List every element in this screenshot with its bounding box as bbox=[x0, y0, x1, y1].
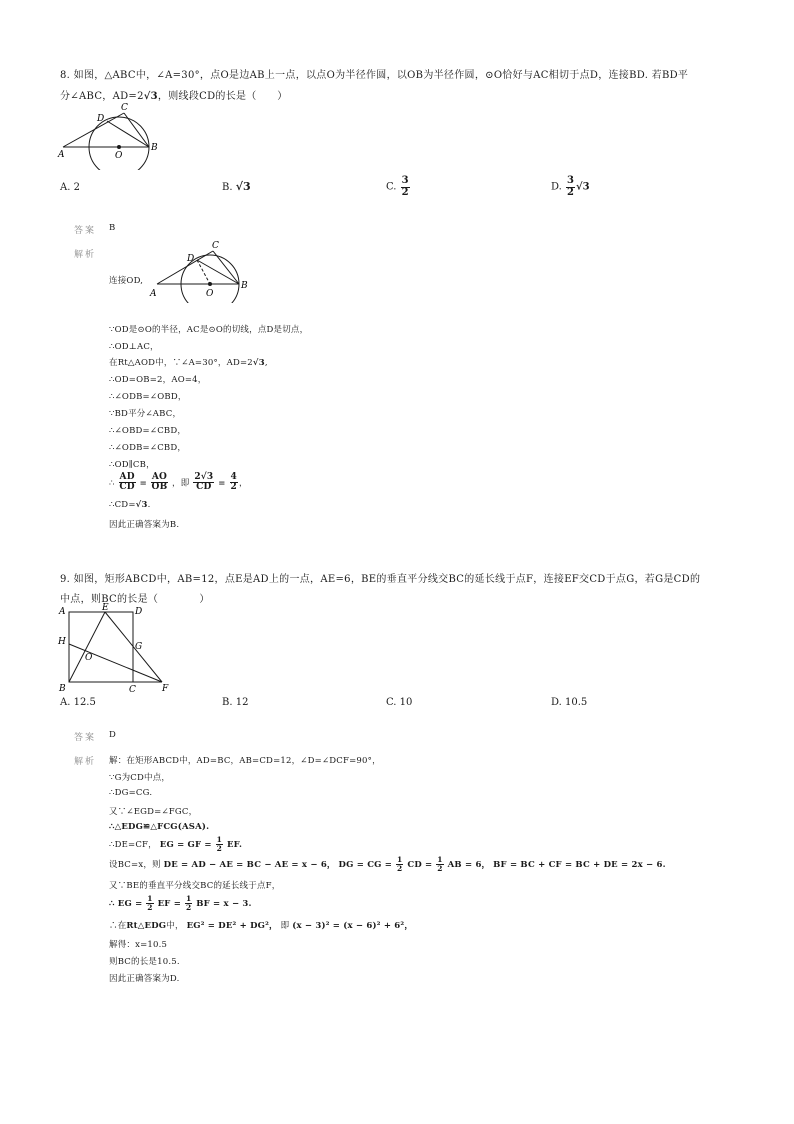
q9-step-6 bbox=[109, 836, 242, 853]
q8-step-10-equals: = bbox=[139, 478, 147, 489]
q8-step-7: ∴∠OBD=∠CBD， bbox=[109, 426, 187, 436]
q8-sol-label-d: D bbox=[187, 254, 195, 264]
q9-step-3: ∴DG=CG. bbox=[109, 788, 153, 798]
q9-step-12: 则BC的长是10.5. bbox=[109, 957, 180, 967]
q8-line-ac bbox=[63, 113, 124, 147]
q9-step-10-namely: 即 bbox=[280, 921, 290, 931]
q8-label-c: C bbox=[121, 103, 128, 113]
q9-step-9-half-2: $\frac{1}{2}$ bbox=[185, 894, 192, 912]
q8-step-3-text: 在Rt△AOD中，∵∠A=30°，AD=2 bbox=[109, 358, 253, 368]
q8-step-5: ∴∠ODB=∠OBD， bbox=[109, 392, 187, 402]
q9-option-c[interactable]: C. 10 bbox=[386, 697, 413, 708]
q8-step-12: 因此正确答案为B. bbox=[109, 520, 180, 530]
q8-circle bbox=[89, 117, 149, 170]
q9-answer-value: D bbox=[109, 730, 117, 740]
q8-step-9: ∴OD∥CB， bbox=[109, 460, 155, 470]
q8-step-10-therefore: ∴ bbox=[109, 478, 115, 489]
q9-step-2: ∵G为CD中点， bbox=[109, 773, 171, 783]
q9-option-b[interactable]: B. 12 bbox=[222, 697, 249, 708]
q9-step-7 bbox=[109, 856, 666, 873]
q9-step-6-half: $\frac{1}{2}$ bbox=[216, 835, 223, 853]
q9-step-7-half-2: $\frac{1}{2}$ bbox=[437, 855, 443, 873]
q9-step-7-bf: BF = BC + CF = BC + DE = 2x − 6. bbox=[493, 859, 666, 870]
q9-step-4: 又∵∠EGD=∠FGC， bbox=[109, 807, 198, 817]
q8-answer-value: B bbox=[109, 223, 116, 233]
q8-line-cb bbox=[124, 113, 149, 147]
q8-step-2: ∴OD⊥AC， bbox=[109, 342, 159, 352]
q9-step-7-dg: DG = CG = bbox=[338, 859, 393, 870]
q8-step-4: ∴OD=OB=2，AO=4， bbox=[109, 375, 207, 385]
q9-label-o: O bbox=[85, 653, 93, 663]
q8-option-b[interactable] bbox=[222, 180, 251, 193]
q8-sol-label-c: C bbox=[212, 241, 219, 251]
q9-step-7-cd: CD = bbox=[407, 859, 433, 870]
q8-step-3-sqrt: √3 bbox=[252, 358, 265, 368]
q9-step-13: 因此正确答案为D. bbox=[109, 974, 180, 984]
q9-answer-label: 答案 bbox=[74, 733, 97, 743]
q8-step-8: ∴∠ODB=∠CBD， bbox=[109, 443, 187, 453]
q8-frac-ao-ob: $\frac{AO}{OB}$ bbox=[151, 472, 168, 493]
q8-label-d: D bbox=[97, 114, 105, 124]
q9-line-be bbox=[69, 612, 105, 682]
q8-frac-ad-cd: $\frac{AD}{CD}$ bbox=[119, 472, 135, 493]
q8-frac-4-2: $\frac{4}{2}$ bbox=[230, 472, 237, 493]
q9-step-9-ef: EF = bbox=[157, 898, 182, 909]
q9-label-d: D bbox=[135, 607, 143, 617]
q8-sol-center-dot bbox=[208, 282, 212, 286]
q8-line-bd bbox=[107, 121, 149, 147]
q9-stem-line2: 中点，则BC的长是（ ） bbox=[60, 594, 210, 605]
q9-step-5: ∴△EDG≌△FCG(ASA). bbox=[109, 822, 210, 832]
q8-option-b-prefix: B. bbox=[222, 182, 233, 193]
q8-step-11 bbox=[109, 500, 150, 510]
q9-step-10-triangle: Rt△EDG bbox=[126, 921, 167, 931]
q9-rectangle bbox=[69, 612, 133, 682]
q9-step-9-bf: BF = x − 3. bbox=[196, 898, 252, 909]
q8-sol-line-cb bbox=[213, 251, 239, 284]
q8-label-a: A bbox=[58, 150, 65, 160]
q8-sqrt: √3 bbox=[143, 91, 158, 102]
q9-step-6-eq: EG = GF = bbox=[159, 839, 212, 850]
q9-step-7-ab: AB = 6， bbox=[447, 859, 491, 870]
q9-step-10-pythag: EG² = DE² + DG²， bbox=[186, 921, 278, 931]
q9-step-10-equation: (x − 3)² = (x − 6)² + 6²， bbox=[292, 921, 414, 931]
q8-step-11-text: ∴CD= bbox=[109, 500, 136, 510]
q8-label-b: B bbox=[151, 143, 158, 153]
q8-option-d[interactable] bbox=[551, 176, 590, 198]
q8-sol-label-b: B bbox=[241, 281, 248, 291]
q9-step-7-de: DE = AD − AE = BC − AE = x − 6， bbox=[163, 859, 336, 870]
q9-step-9-eg: ∴ EG = bbox=[109, 898, 143, 909]
q8-sol-label-o: O bbox=[206, 289, 214, 299]
q8-step-6: ∵BD平分∠ABC， bbox=[109, 409, 182, 419]
q8-label-o: O bbox=[115, 151, 123, 161]
q8-figure bbox=[55, 100, 170, 170]
q9-step-6-text: ∴DE=CF， bbox=[109, 839, 157, 850]
q8-step-3 bbox=[109, 356, 268, 368]
q9-label-f: F bbox=[162, 684, 169, 694]
q8-option-d-fraction: $\frac{3}{2}$ bbox=[567, 175, 574, 198]
q8-option-c-prefix: C. bbox=[386, 181, 397, 193]
q8-step-10-equals-2: = bbox=[218, 478, 226, 489]
q8-stem-line1: 8. 如图，△ABC中，∠A=30°，点O是边AB上一点，以点O为半径作圆，以OB为半径作圆，⊙O恰好与AC相切于点D，连接BD. 若BD平 bbox=[60, 70, 689, 81]
q9-step-9-half-1: $\frac{1}{2}$ bbox=[147, 894, 153, 912]
q8-step-10-end: ， bbox=[238, 478, 248, 489]
q9-label-a: A bbox=[59, 607, 66, 617]
q8-stem-text: 分∠ABC，AD=2 bbox=[60, 91, 144, 102]
q9-step-6-ef: EF. bbox=[226, 839, 243, 850]
q9-step-10-in: ∴在 bbox=[109, 921, 127, 931]
q9-step-8: 又∵BE的垂直平分线交BC的延长线于点F， bbox=[109, 881, 281, 891]
q9-analysis-label: 解析 bbox=[74, 757, 97, 767]
q9-step-11: 解得：x=10.5 bbox=[109, 940, 168, 950]
q9-stem-line1: 9. 如图，矩形ABCD中，AB=12，点E是AD上的一点，AE=6，BE的垂直平分线交BC的延长线于点F，连接EF交CD于点G，若G是CD的 bbox=[60, 574, 701, 585]
q8-option-c[interactable] bbox=[386, 176, 411, 198]
q9-option-a[interactable]: A. 12.5 bbox=[60, 697, 96, 708]
q8-step-1: ∵OD是⊙O的半径，AC是⊙O的切线，点D是切点， bbox=[109, 325, 309, 335]
q8-sol-intro: 连接OD, bbox=[109, 276, 144, 286]
q8-frac-2sqrt3-cd: $\frac{2√3}{CD}$ bbox=[194, 472, 214, 493]
q8-step-10-namely: ，即 bbox=[172, 478, 190, 489]
q8-center-dot bbox=[117, 145, 121, 149]
q9-option-d[interactable]: D. 10.5 bbox=[551, 697, 588, 708]
q9-label-b: B bbox=[59, 684, 66, 694]
q9-label-e: E bbox=[102, 603, 109, 613]
q9-step-7-let: 设BC=x，则 bbox=[109, 859, 161, 870]
q8-option-c-fraction: $\frac{3}{2}$ bbox=[401, 175, 409, 198]
q8-option-b-value: √3 bbox=[235, 180, 251, 193]
q9-step-7-half-1: $\frac{1}{2}$ bbox=[397, 855, 403, 873]
q8-sol-line-ac bbox=[157, 251, 213, 284]
q8-sol-line-bd bbox=[197, 260, 239, 284]
q9-step-1: 解：在矩形ABCD中，AD=BC，AB=CD=12，∠D=∠DCF=90°， bbox=[109, 756, 381, 766]
q8-sol-label-a: A bbox=[150, 289, 157, 299]
q8-answer-label: 答案 bbox=[74, 226, 97, 236]
q8-option-d-prefix: D. bbox=[551, 181, 562, 193]
q8-option-d-sqrt: √3 bbox=[576, 181, 590, 193]
q8-option-a[interactable]: A. 2 bbox=[60, 182, 80, 193]
q9-label-h: H bbox=[58, 637, 66, 647]
q8-step-3-end: , bbox=[264, 358, 268, 368]
q9-figure bbox=[55, 602, 180, 694]
q8-solution-figure bbox=[147, 238, 262, 303]
q9-step-10-middle: 中， bbox=[166, 921, 184, 931]
q8-analysis-label: 解析 bbox=[74, 250, 97, 260]
q8-step-11-end: . bbox=[147, 500, 151, 510]
q9-label-g: G bbox=[135, 642, 143, 652]
q8-step-10 bbox=[109, 473, 248, 493]
q8-step-11-sqrt: √3 bbox=[135, 500, 148, 510]
q8-stem-tail: ，则线段CD的长是（ ） bbox=[157, 91, 288, 102]
q9-step-10 bbox=[109, 919, 413, 931]
q9-line-hf bbox=[69, 644, 162, 682]
q9-label-c: C bbox=[129, 685, 136, 694]
q9-step-9 bbox=[109, 895, 252, 912]
